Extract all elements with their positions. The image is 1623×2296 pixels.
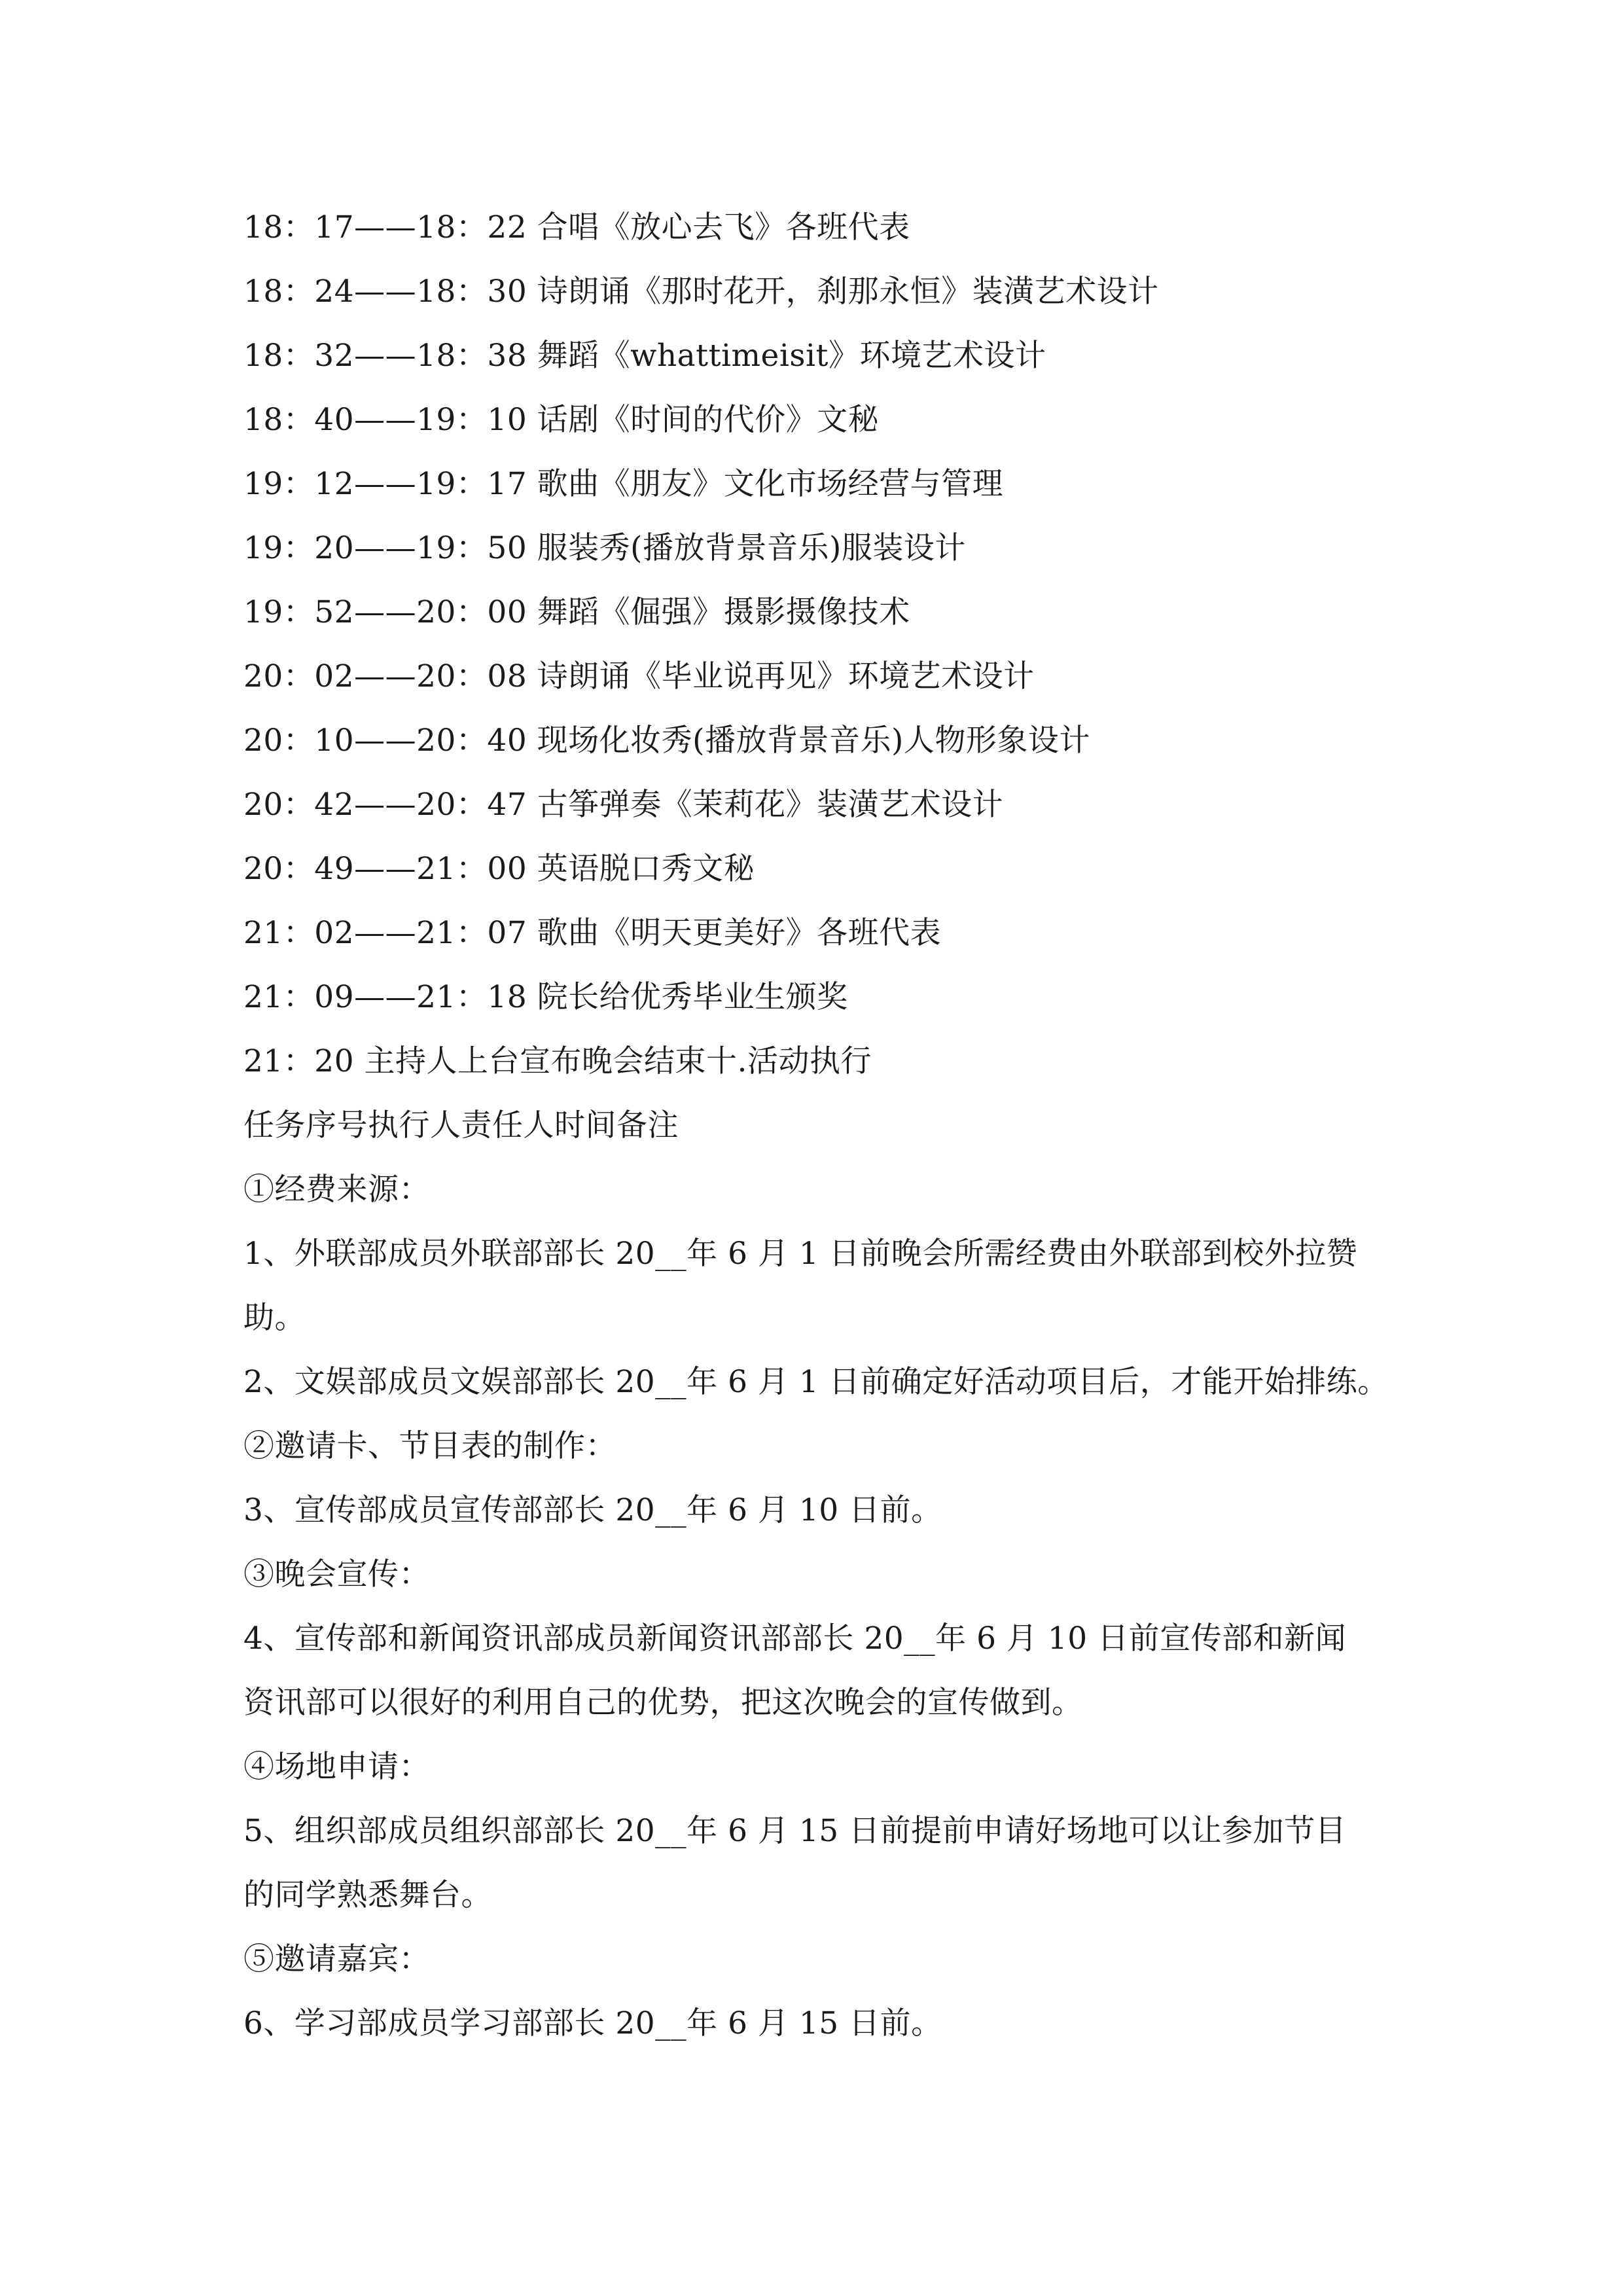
section-heading: ③晚会宣传： [243,1556,430,1592]
section-heading: ⑤邀请嘉宾： [243,1941,430,1977]
task-item-continuation: 的同学熟悉舞台。 [243,1877,492,1913]
schedule-line: 19：12——19：17 歌曲《朋友》文化市场经营与管理 [243,466,1004,502]
schedule-line: 20：10——20：40 现场化妆秀(播放背景音乐)人物形象设计 [243,723,1090,759]
task-item-continuation: 助。 [243,1300,306,1336]
task-item: 4、宣传部和新闻资讯部成员新闻资讯部部长 20__年 6 月 10 日前宣传部和新闻 [243,1621,1347,1657]
task-item: 6、学习部成员学习部部长 20__年 6 月 15 日前。 [243,2005,942,2041]
schedule-line: 20：49——21：00 英语脱口秀文秘 [243,851,755,887]
task-item: 1、外联部成员外联部部长 20__年 6 月 1 日前晚会所需经费由外联部到校外拉赞 [243,1236,1358,1272]
table-header-line: 任务序号执行人责任人时间备注 [243,1107,679,1143]
schedule-line: 20：02——20：08 诗朗诵《毕业说再见》环境艺术设计 [243,658,1035,694]
schedule-line: 21：20 主持人上台宣布晚会结束十.活动执行 [243,1043,872,1079]
task-item: 5、组织部成员组织部部长 20__年 6 月 15 日前提前申请好场地可以让参加节目 [243,1813,1347,1849]
schedule-line: 21：09——21：18 院长给优秀毕业生颁奖 [243,979,848,1015]
task-item: 2、文娱部成员文娱部部长 20__年 6 月 1 日前确定好活动项目后，才能开始排练。 [243,1364,1389,1400]
schedule-line: 19：20——19：50 服装秀(播放背景音乐)服装设计 [243,530,966,566]
schedule-line: 18：32——18：38 舞蹈《whattimeisit》环境艺术设计 [243,338,1046,374]
task-item-continuation: 资讯部可以很好的利用自己的优势，把这次晚会的宣传做到。 [243,1685,1083,1721]
schedule-line: 19：52——20：00 舞蹈《倔强》摄影摄像技术 [243,594,910,630]
section-heading: ④场地申请： [243,1749,430,1785]
schedule-line: 18：17——18：22 合唱《放心去飞》各班代表 [243,209,910,245]
section-heading: ②邀请卡、节目表的制作： [243,1428,616,1464]
section-heading: ①经费来源： [243,1172,430,1208]
schedule-line: 18：40——19：10 话剧《时间的代价》文秘 [243,402,880,438]
schedule-line: 18：24——18：30 诗朗诵《那时花开，刹那永恒》装潢艺术设计 [243,274,1159,310]
task-item: 3、宣传部成员宣传部部长 20__年 6 月 10 日前。 [243,1492,942,1528]
schedule-line: 20：42——20：47 古筝弹奏《茉莉花》装潢艺术设计 [243,787,1004,823]
schedule-line: 21：02——21：07 歌曲《明天更美好》各班代表 [243,915,942,951]
